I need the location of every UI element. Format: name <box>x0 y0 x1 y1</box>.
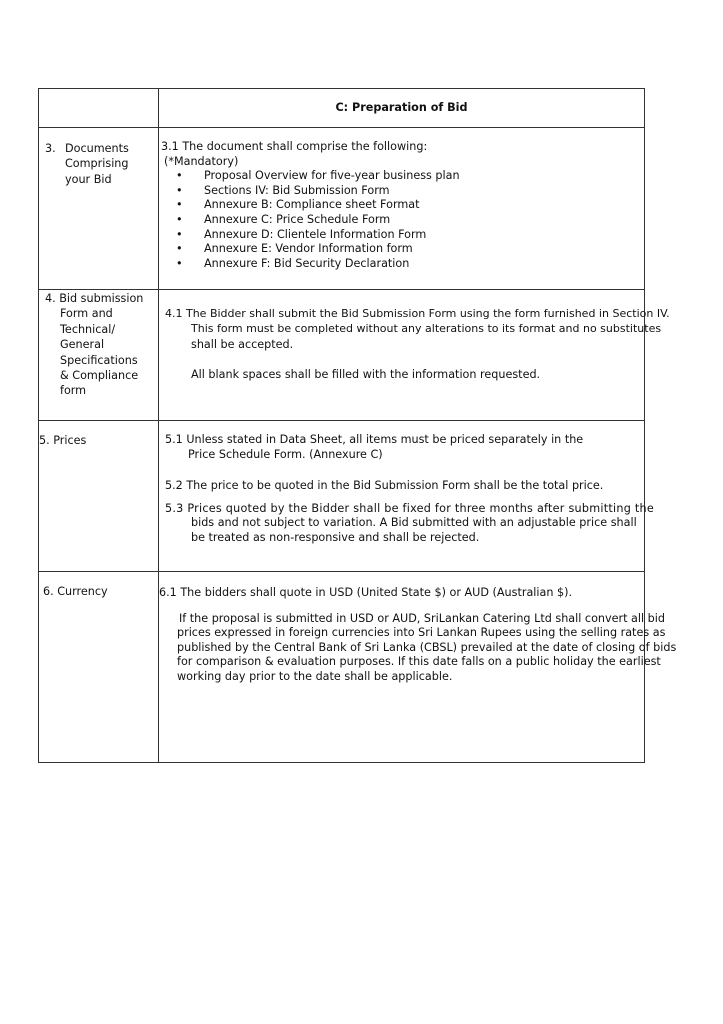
table-header-row <box>39 89 644 127</box>
table-row <box>39 420 654 571</box>
row-label-currency <box>39 572 159 762</box>
section-title: C: Preparation of Bid <box>335 101 468 114</box>
label-line: 6. Currency <box>43 585 108 598</box>
clause-5-1-cont: Price Schedule Form. (Annexure C) <box>188 447 383 461</box>
label-line: Technical/ <box>60 322 116 336</box>
row-content-currency <box>159 572 677 762</box>
clause-3-1: 3.1 The document shall comprise the following: <box>161 140 428 153</box>
list-item: • Proposal Overview for five-year business plan <box>161 169 460 184</box>
conversion-text-line: published by the Central Bank of Sri Lanka (CBSL) prevailed at the date of closing of bids <box>177 640 677 654</box>
clause-5-3: 5.3 Prices quoted by the Bidder shall be fixed for three months after submitting the <box>165 501 654 515</box>
table-row <box>39 571 677 762</box>
list-item: • Annexure C: Price Schedule Form <box>161 213 460 228</box>
list-item: • Sections IV: Bid Submission Form <box>161 184 460 199</box>
label-line: form <box>60 384 87 398</box>
label-line: Documents <box>65 142 129 155</box>
header-empty-cell <box>39 89 159 127</box>
clause-5-3-cont: be treated as non-responsive and shall be rejected. <box>191 530 480 544</box>
conversion-text-line: prices expressed in foreign currencies into Sri Lankan Rupees using the selling rates as <box>177 626 666 640</box>
row-content-bid-submission <box>159 290 670 420</box>
row-content-prices <box>159 421 654 571</box>
list-item: • Annexure E: Vendor Information form <box>161 242 460 257</box>
label-line: & Compliance <box>60 369 139 383</box>
label-line: Comprising <box>65 157 129 171</box>
clause-6-1: 6.1 The bidders shall quote in USD (United State $) or AUD (Australian $). <box>159 586 573 599</box>
label-line: 5. Prices <box>39 434 87 447</box>
row-label-documents <box>39 128 159 289</box>
blank-spaces-note: All blank spaces shall be filled with the information requested. <box>191 367 541 381</box>
list-item: • Annexure F: Bid Security Declaration <box>161 257 460 272</box>
row-label-prices <box>39 421 159 571</box>
list-item: • Annexure B: Compliance sheet Format <box>161 198 460 213</box>
clause-4-1-cont: shall be accepted. <box>191 337 294 351</box>
clause-4-1-cont: This form must be completed without any alterations to its format and no substitutes <box>191 322 662 336</box>
list-item: • Annexure D: Clientele Information Form <box>161 228 460 243</box>
conversion-text-line: working day prior to the date shall be applicable. <box>177 669 453 683</box>
label-line: Form and <box>60 307 113 321</box>
label-line: your Bid <box>65 172 112 186</box>
clause-4-1: 4.1 The Bidder shall submit the Bid Submission Form using the form furnished in Section IV. <box>165 307 670 320</box>
conversion-text-line: If the proposal is submitted in USD or AUD, SriLankan Catering Ltd shall convert all bid <box>179 611 665 625</box>
clause-5-2: 5.2 The price to be quoted in the Bid Submission Form shall be the total price. <box>165 479 604 493</box>
required-documents-list <box>161 169 460 271</box>
clause-5-1: 5.1 Unless stated in Data Sheet, all items must be priced separately in the <box>165 433 584 446</box>
label-line: General <box>60 338 105 352</box>
conversion-text-line: for comparison & evaluation purposes. If this date falls on a public holiday the earliest <box>177 655 661 669</box>
table-row <box>39 289 670 420</box>
label-line: 4. Bid submission <box>45 292 144 305</box>
label-line: Specifications <box>60 353 138 367</box>
table-row <box>39 127 644 289</box>
clause-5-3-cont: bids and not subject to variation. A Bid submitted with an adjustable price shall <box>191 516 637 530</box>
preparation-of-bid-table <box>38 88 677 763</box>
row-content-documents <box>159 128 644 289</box>
row-number: 3. <box>45 142 56 155</box>
mandatory-note: (*Mandatory) <box>164 154 239 168</box>
row-label-bid-submission <box>39 290 159 420</box>
